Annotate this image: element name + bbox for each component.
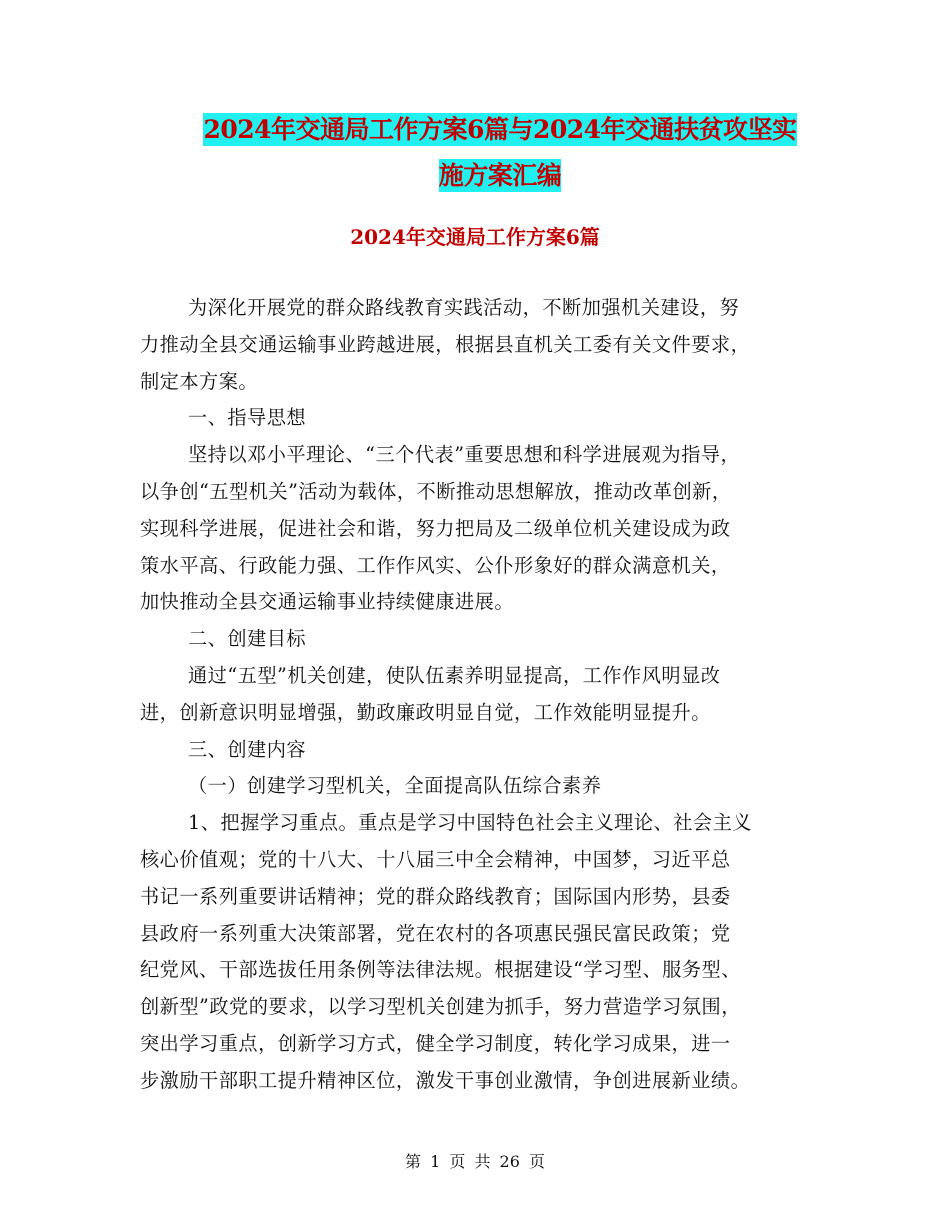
body-line: 突出学习重点，创新学习方式，健全学习制度，转化学习成果，进一: [140, 1031, 731, 1055]
body-line: 制定本方案。: [140, 369, 259, 393]
body-line: 县政府一系列重大决策部署，党在农村的各项惠民强民富民政策；党: [140, 921, 731, 945]
title-line-1: 2024年交通局工作方案6篇与2024年交通扶贫攻坚实: [203, 115, 797, 144]
body-line: 以争创“五型机关”活动为载体，不断推动思想解放，推动改革创新，: [140, 479, 732, 503]
title-line-2: 施方案汇编: [438, 161, 562, 190]
body-line: 步激励干部职工提升精神区位，激发干事创业激情，争创进展新业绩。: [140, 1068, 751, 1092]
body-line: 纪党风、干部选拔任用条例等法律法规。根据建设“学习型、服务型、: [140, 958, 741, 982]
body-line: 为深化开展党的群众路线教育实践活动，不断加强机关建设，努: [188, 296, 740, 319]
body-line: 1、把握学习重点。重点是学习中国特色社会主义理论、社会主义: [188, 811, 752, 835]
page-number-footer: 第 1 页 共 26 页: [405, 1152, 545, 1171]
section-title: 2024年交通局工作方案6篇: [350, 225, 600, 249]
body-line: 坚持以邓小平理论、“三个代表”重要思想和科学进展观为指导，: [188, 443, 741, 467]
body-subheading: （一）创建学习型机关，全面提高队伍综合素养: [188, 774, 602, 798]
body-line: 力推动全县交通运输事业跨越进展，根据县直机关工委有关文件要求，: [140, 332, 751, 356]
document-body: [140, 290, 812, 1100]
body-line: 加快推动全县交通运输事业持续健康进展。: [140, 590, 515, 614]
body-heading: 三、创建内容: [188, 737, 307, 761]
body-line: 书记一系列重要讲话精神；党的群众路线教育；国际国内形势，县委: [140, 884, 731, 908]
body-heading: 一、指导思想: [188, 406, 307, 430]
body-line: 策水平高、行政能力强、工作作风实、公仆形象好的群众满意机关，: [140, 553, 731, 577]
body-heading: 二、创建目标: [188, 627, 307, 651]
body-line: 通过“五型”机关创建，使队伍素养明显提高，工作作风明显改: [188, 663, 721, 687]
body-line: 创新型”政党的要求，以学习型机关创建为抓手，努力营造学习氛围，: [140, 995, 741, 1019]
body-line: 实现科学进展，促进社会和谐，努力把局及二级单位机关建设成为政: [140, 516, 731, 540]
document-title: [140, 107, 860, 199]
body-line: 核心价值观；党的十八大、十八届三中全会精神，中国梦，习近平总: [140, 847, 731, 871]
body-line: 进，创新意识明显增强，勤政廉政明显自觉，工作效能明显提升。: [140, 700, 711, 724]
